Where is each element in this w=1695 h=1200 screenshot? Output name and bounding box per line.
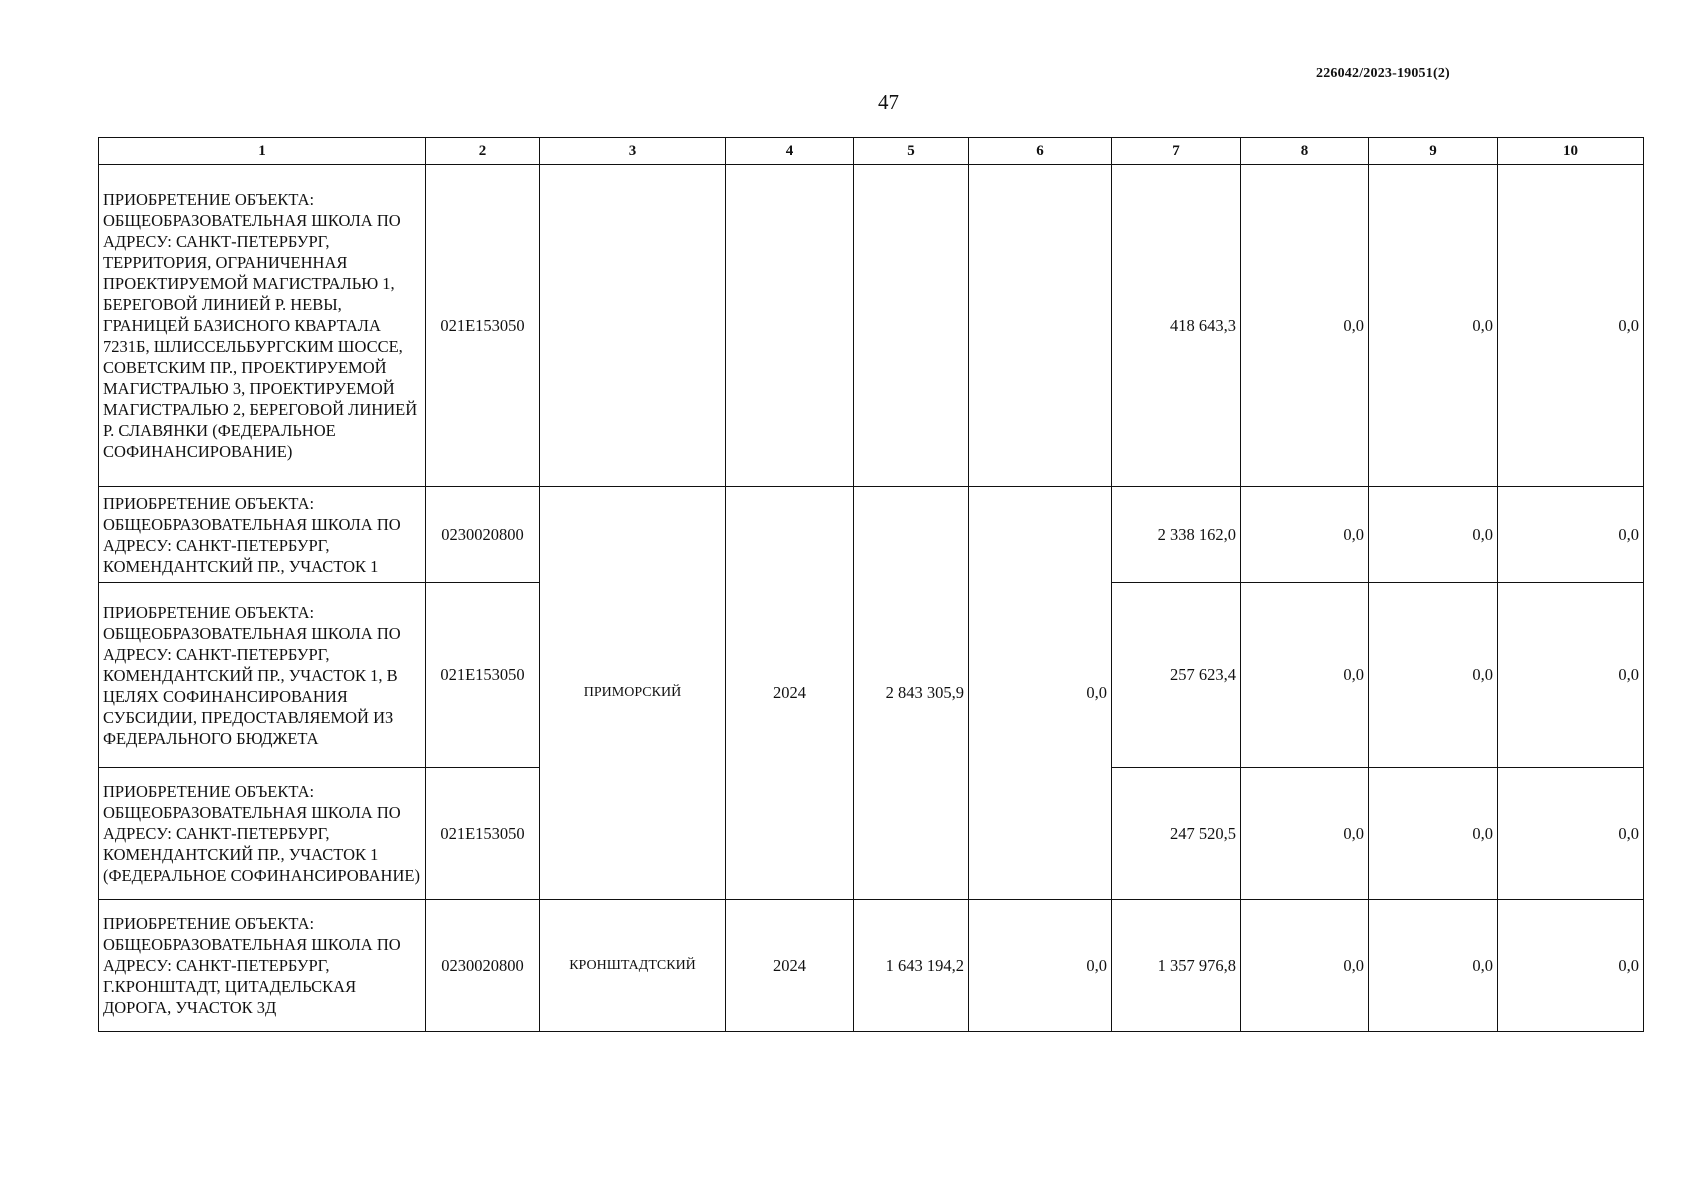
budget-table	[98, 137, 1644, 1032]
year-cell	[726, 165, 854, 487]
column-header: 5	[854, 138, 969, 165]
district-cell	[540, 165, 726, 487]
page-number: 47	[878, 90, 899, 114]
column-header: 1	[99, 138, 426, 165]
column-header: 2	[426, 138, 540, 165]
column-7-cell: 418 643,3	[1112, 165, 1241, 487]
column-8-cell: 0,0	[1241, 768, 1369, 900]
column-8-cell: 0,0	[1241, 487, 1369, 583]
district-cell: КРОНШТАДТСКИЙ	[540, 900, 726, 1032]
column-5-cell	[854, 165, 969, 487]
target-code-cell: 0230020800	[426, 900, 540, 1032]
column-9-cell: 0,0	[1369, 768, 1498, 900]
target-code-cell: 021E153050	[426, 165, 540, 487]
target-code-cell: 021E153050	[426, 583, 540, 768]
year-cell: 2024	[726, 900, 854, 1032]
column-7-cell: 247 520,5	[1112, 768, 1241, 900]
table-header-row	[99, 138, 1644, 165]
column-header: 3	[540, 138, 726, 165]
table-row	[99, 487, 1644, 583]
column-6-merged-cell: 0,0	[969, 487, 1112, 900]
column-6-cell	[969, 165, 1112, 487]
table-row	[99, 900, 1644, 1032]
object-name-cell: ПРИОБРЕТЕНИЕ ОБЪЕКТА: ОБЩЕОБРАЗОВАТЕЛЬНАЯ ШКОЛА ПО АДРЕСУ: САНКТ-ПЕТЕРБУРГ, КОМЕНДАНТСКИЙ ПР., УЧАСТОК 1	[99, 487, 426, 583]
object-name-cell: ПРИОБРЕТЕНИЕ ОБЪЕКТА: ОБЩЕОБРАЗОВАТЕЛЬНАЯ ШКОЛА ПО АДРЕСУ: САНКТ-ПЕТЕРБУРГ, КОМЕНДАНТСКИЙ ПР., УЧАСТОК 1 (ФЕДЕРАЛЬНОЕ СОФИНАНСИРОВАНИЕ)	[99, 768, 426, 900]
object-name-cell: ПРИОБРЕТЕНИЕ ОБЪЕКТА: ОБЩЕОБРАЗОВАТЕЛЬНАЯ ШКОЛА ПО АДРЕСУ: САНКТ-ПЕТЕРБУРГ, КОМЕНДАНТСКИЙ ПР., УЧАСТОК 1, В ЦЕЛЯХ СОФИНАНСИРОВАНИЯ СУБСИДИИ, ПРЕДОСТАВЛЯЕМОЙ ИЗ ФЕДЕРАЛЬНОГО БЮДЖЕТА	[99, 583, 426, 768]
column-10-cell: 0,0	[1498, 900, 1644, 1032]
column-header: 8	[1241, 138, 1369, 165]
column-10-cell: 0,0	[1498, 768, 1644, 900]
column-9-cell: 0,0	[1369, 583, 1498, 768]
column-7-cell: 2 338 162,0	[1112, 487, 1241, 583]
column-header: 9	[1369, 138, 1498, 165]
column-6-cell: 0,0	[969, 900, 1112, 1032]
column-7-cell: 257 623,4	[1112, 583, 1241, 768]
target-code-cell: 021E153050	[426, 768, 540, 900]
column-5-merged-cell: 2 843 305,9	[854, 487, 969, 900]
column-8-cell: 0,0	[1241, 900, 1369, 1032]
column-5-cell: 1 643 194,2	[854, 900, 969, 1032]
column-8-cell: 0,0	[1241, 165, 1369, 487]
column-9-cell: 0,0	[1369, 165, 1498, 487]
target-code-cell: 0230020800	[426, 487, 540, 583]
column-header: 6	[969, 138, 1112, 165]
year-merged-cell: 2024	[726, 487, 854, 900]
column-10-cell: 0,0	[1498, 487, 1644, 583]
column-9-cell: 0,0	[1369, 900, 1498, 1032]
column-header: 4	[726, 138, 854, 165]
column-10-cell: 0,0	[1498, 165, 1644, 487]
column-9-cell: 0,0	[1369, 487, 1498, 583]
document-registration-number: 226042/2023-19051(2)	[1316, 66, 1450, 81]
column-header: 10	[1498, 138, 1644, 165]
district-merged-cell: ПРИМОРСКИЙ	[540, 487, 726, 900]
column-8-cell: 0,0	[1241, 583, 1369, 768]
table-row	[99, 165, 1644, 487]
column-10-cell: 0,0	[1498, 583, 1644, 768]
column-header: 7	[1112, 138, 1241, 165]
column-7-cell: 1 357 976,8	[1112, 900, 1241, 1032]
object-name-cell: ПРИОБРЕТЕНИЕ ОБЪЕКТА: ОБЩЕОБРАЗОВАТЕЛЬНАЯ ШКОЛА ПО АДРЕСУ: САНКТ-ПЕТЕРБУРГ, Г.КРОНШТАДТ, ЦИТАДЕЛЬСКАЯ ДОРОГА, УЧАСТОК 3Д	[99, 900, 426, 1032]
object-name-cell: ПРИОБРЕТЕНИЕ ОБЪЕКТА: ОБЩЕОБРАЗОВАТЕЛЬНАЯ ШКОЛА ПО АДРЕСУ: САНКТ-ПЕТЕРБУРГ, ТЕРРИТОРИЯ, ОГРАНИЧЕННАЯ ПРОЕКТИРУЕМОЙ МАГИСТРАЛЬЮ 1, БЕРЕГОВОЙ ЛИНИЕЙ Р. НЕВЫ, ГРАНИЦЕЙ БАЗИСНОГО КВАРТАЛА 7231Б, ШЛИССЕЛЬБУРГСКИМ ШОССЕ, СОВЕТСКИМ ПР., ПРОЕКТИРУЕМОЙ МАГИСТРАЛЬЮ 3, ПРОЕКТИРУЕМОЙ МАГИСТРАЛЬЮ 2, БЕРЕГОВОЙ ЛИНИЕЙ Р. СЛАВЯНКИ (ФЕДЕРАЛЬНОЕ СОФИНАНСИРОВАНИЕ)	[99, 165, 426, 487]
